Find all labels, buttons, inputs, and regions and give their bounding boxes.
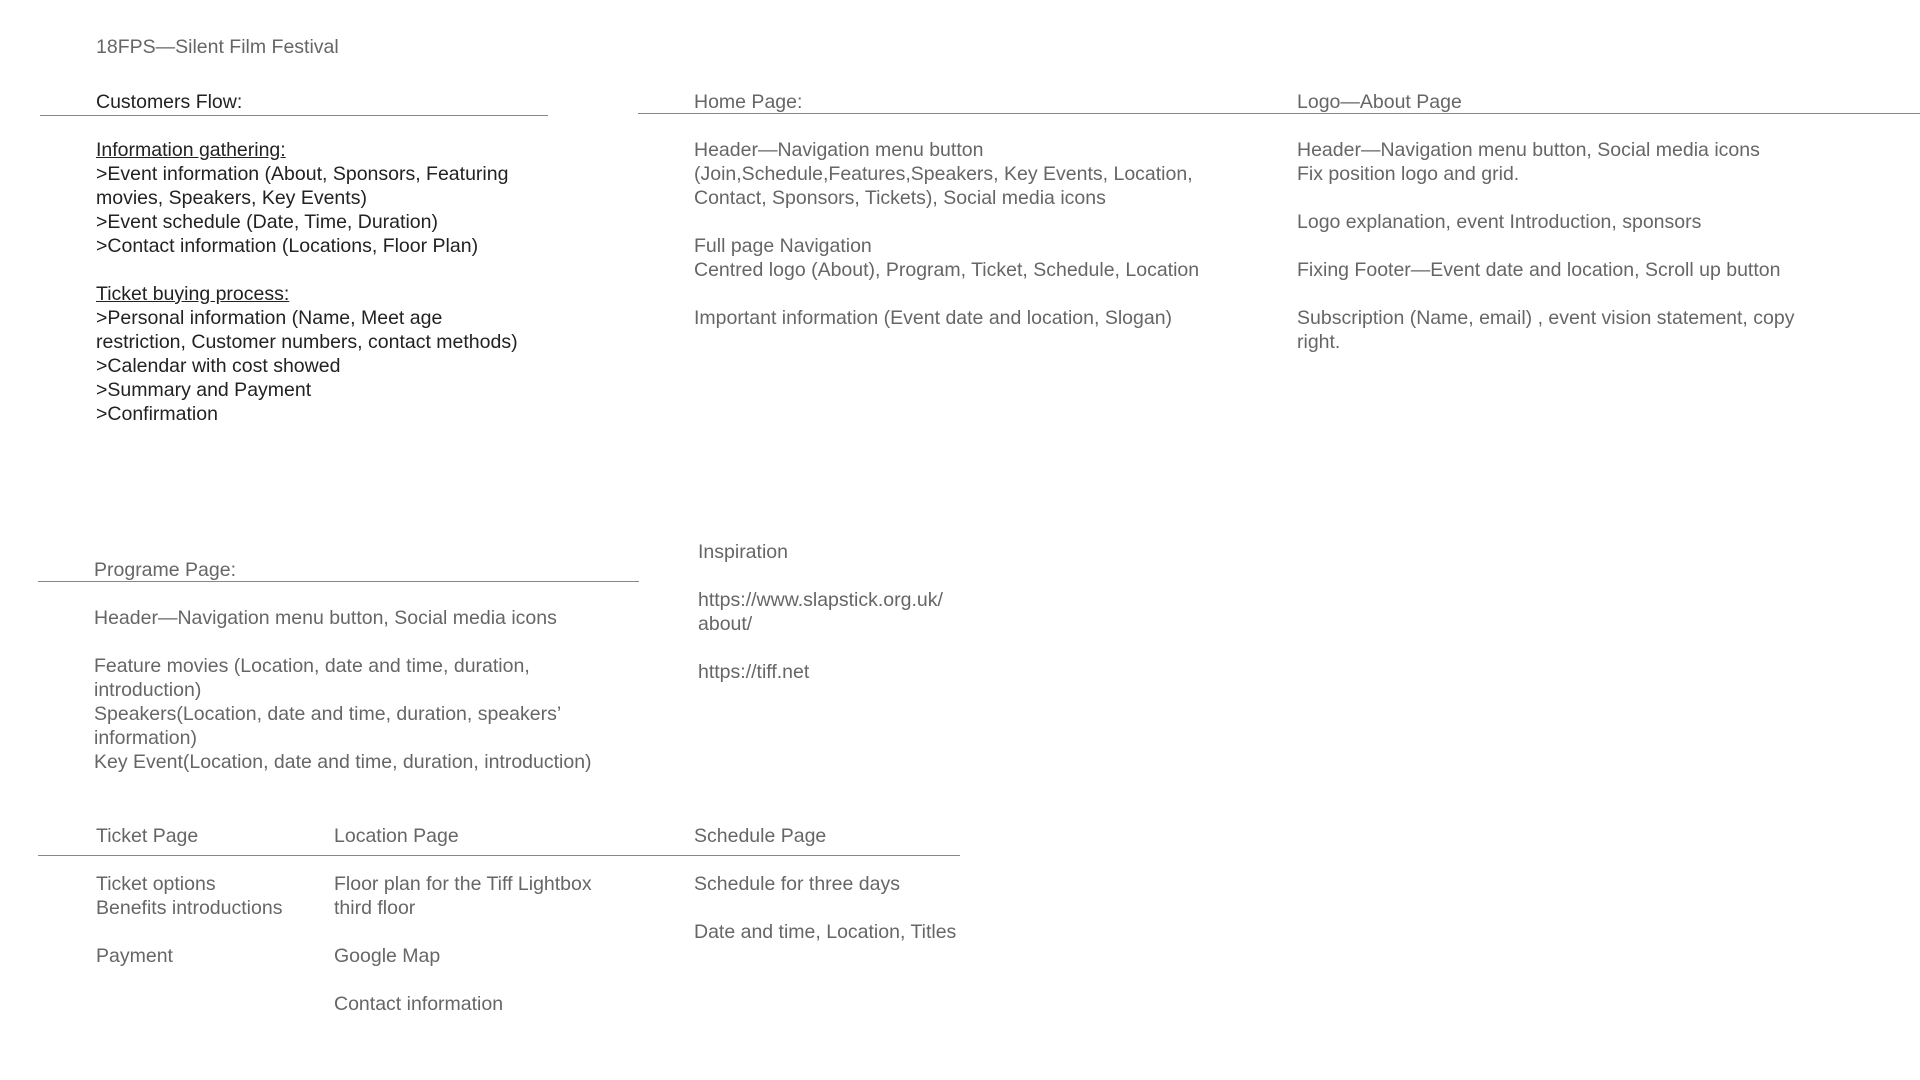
list-item: Date and time, Location, Titles [694, 921, 957, 943]
customers-flow-divider [40, 115, 548, 116]
list-item: Header—Navigation menu button, Social media icons [1297, 139, 1760, 161]
ticket-page-heading: Ticket Page [96, 825, 199, 847]
list-item: movies, Speakers, Key Events) [96, 187, 367, 209]
schedule-page-heading: Schedule Page [694, 825, 827, 847]
list-item: Contact, Sponsors, Tickets), Social media icons [694, 187, 1106, 209]
list-item: >Summary and Payment [96, 379, 312, 401]
list-item: Benefits introductions [96, 897, 283, 919]
customers-flow-body [96, 138, 518, 426]
list-item: >Personal information (Name, Meet age [96, 307, 443, 329]
list-item: Ticket options [96, 873, 216, 895]
list-item: >Confirmation [96, 403, 218, 425]
schedule-page-body [694, 872, 956, 944]
bottom-sections-divider [38, 855, 960, 856]
list-item: restriction, Customer numbers, contact methods) [96, 331, 518, 353]
location-page-heading: Location Page [334, 825, 459, 847]
list-item: Header—Navigation menu button, Social media icons [94, 607, 557, 629]
list-item: Speakers(Location, date and time, duration, speakers’ [94, 703, 562, 725]
inspiration-heading: Inspiration [698, 541, 788, 563]
list-item: >Calendar with cost showed [96, 355, 341, 377]
ticket-buying-heading: Ticket buying process: [96, 283, 290, 305]
inspiration-link[interactable]: about/ [698, 613, 753, 635]
ticket-page-body [96, 872, 282, 968]
list-item: information) [94, 727, 197, 749]
inspiration-link[interactable]: https://tiff.net [698, 661, 810, 683]
list-item: >Event schedule (Date, Time, Duration) [96, 211, 438, 233]
list-item: Payment [96, 945, 173, 967]
list-item: Centred logo (About), Program, Ticket, Schedule, Location [694, 259, 1200, 281]
list-item: Schedule for three days [694, 873, 900, 895]
customers-flow-heading: Customers Flow: [96, 91, 243, 113]
list-item: >Event information (About, Sponsors, Featuring [96, 163, 509, 185]
list-item: Key Event(Location, date and time, duration, introduction) [94, 751, 592, 773]
list-item: Floor plan for the Tiff Lightbox [334, 873, 592, 895]
list-item: >Contact information (Locations, Floor Plan) [96, 235, 479, 257]
list-item: Header—Navigation menu button [694, 139, 984, 161]
list-item: Contact information [334, 993, 504, 1015]
inspiration-section [698, 540, 943, 684]
list-item: Fix position logo and grid. [1297, 163, 1520, 185]
document-title: 18FPS—Silent Film Festival [96, 36, 339, 58]
list-item: Subscription (Name, email) , event vision statement, copy [1297, 307, 1795, 329]
list-item: right. [1297, 331, 1341, 353]
programe-page-body [94, 606, 592, 774]
programe-page-heading: Programe Page: [94, 559, 236, 581]
about-page-heading: Logo—About Page [1297, 91, 1462, 113]
list-item: Google Map [334, 945, 441, 967]
info-gathering-heading: Information gathering: [96, 139, 286, 161]
inspiration-link[interactable]: https://www.slapstick.org.uk/ [698, 589, 943, 611]
home-page-divider [638, 113, 1920, 114]
programe-page-divider [38, 581, 639, 582]
list-item: third floor [334, 897, 416, 919]
home-page-heading: Home Page: [694, 91, 803, 113]
list-item: (Join,Schedule,Features,Speakers, Key Events, Location, [694, 163, 1193, 185]
home-page-body [694, 138, 1199, 330]
list-item: Important information (Event date and location, Slogan) [694, 307, 1173, 329]
list-item: Full page Navigation [694, 235, 872, 257]
list-item: Logo explanation, event Introduction, sponsors [1297, 211, 1702, 233]
about-page-body [1297, 138, 1794, 354]
location-page-body [334, 872, 592, 1016]
list-item: Fixing Footer—Event date and location, Scroll up button [1297, 259, 1781, 281]
list-item: Feature movies (Location, date and time, duration, [94, 655, 530, 677]
list-item: introduction) [94, 679, 202, 701]
